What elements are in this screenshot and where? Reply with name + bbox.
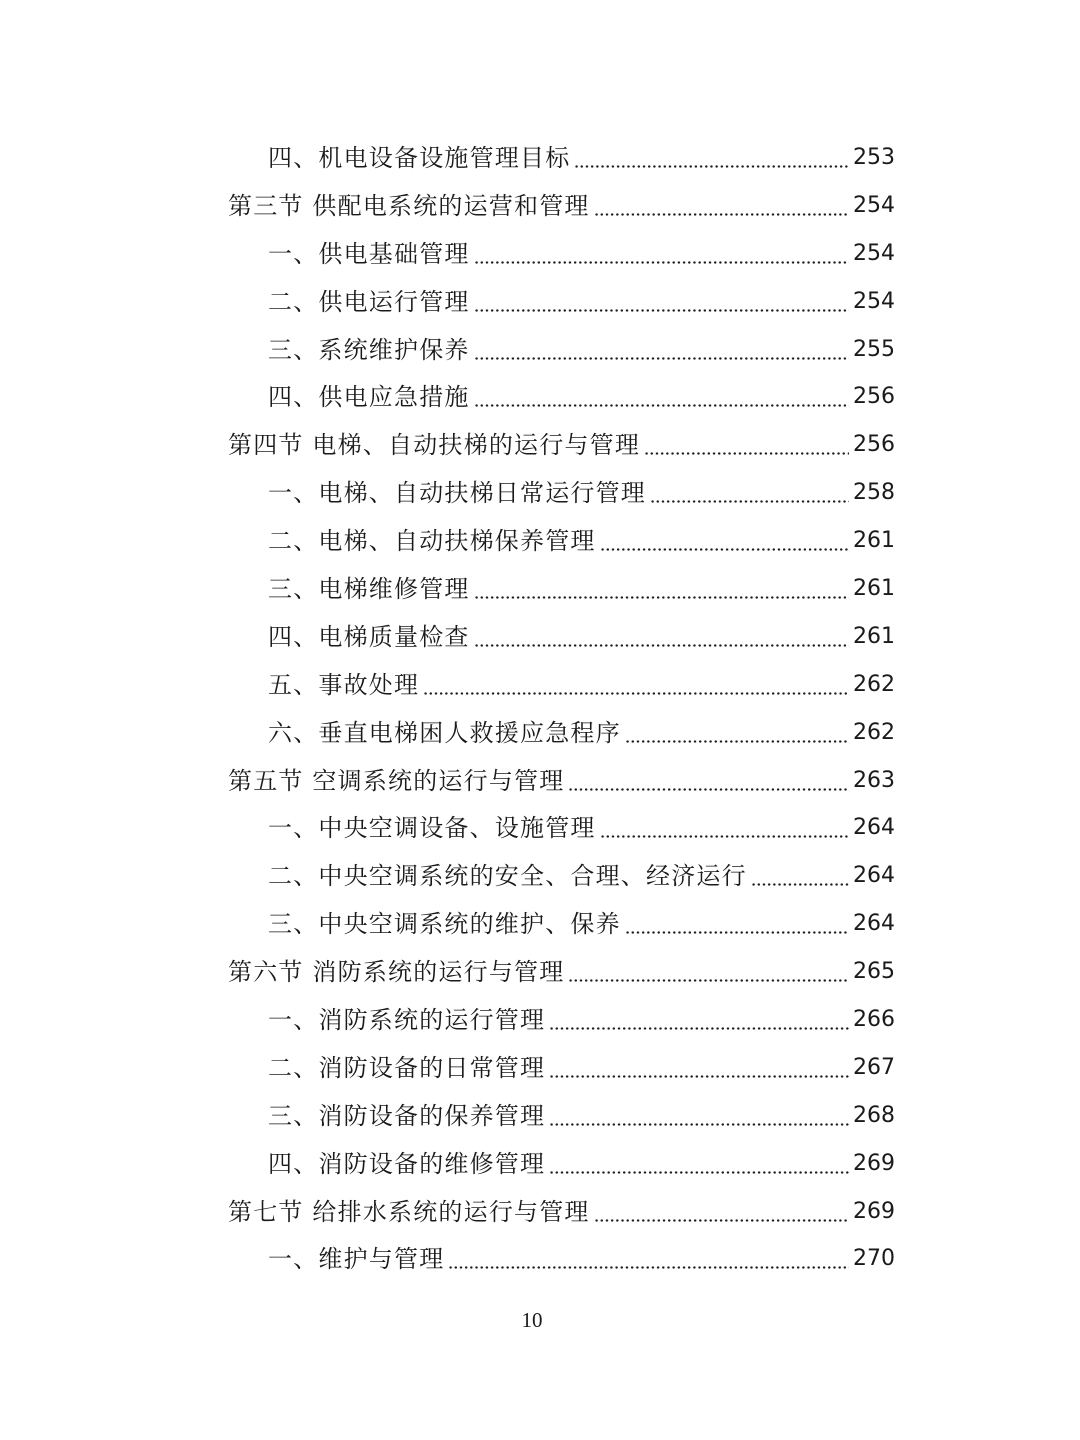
toc-entry-title: 三、系统维护保养	[268, 335, 470, 364]
toc-subsection-entry[interactable]	[0, 225, 1080, 273]
toc-entry-line	[268, 899, 895, 939]
toc-entry-page-number: 261	[853, 576, 895, 602]
toc-entry-title: 四、机电设备设施管理目标	[268, 144, 571, 172]
toc-entry-line	[268, 612, 895, 652]
toc-entry-page-number: 262	[853, 671, 895, 697]
toc-subsection-entry[interactable]	[0, 608, 1080, 656]
toc-entry-title: 二、供电运行管理	[268, 287, 470, 316]
toc-entry-title: 第四节 电梯、自动扶梯的运行与管理	[228, 431, 641, 460]
toc-entry-line	[228, 947, 895, 987]
toc-entry-title: 二、电梯、自动扶梯保养管理	[268, 527, 596, 556]
toc-entry-page-number: 263	[853, 767, 895, 793]
toc-dot-leader	[549, 1053, 849, 1083]
toc-entry-line	[268, 1091, 895, 1131]
toc-entry-title: 三、消防设备的保养管理	[268, 1101, 546, 1130]
toc-dot-leader	[625, 718, 849, 748]
toc-entry-line	[268, 277, 895, 317]
toc-dot-leader	[600, 813, 849, 843]
toc-entry-line	[268, 803, 895, 843]
toc-dot-leader	[423, 670, 849, 700]
toc-entry-page-number: 254	[853, 192, 895, 218]
toc-entry-page-number: 268	[853, 1102, 895, 1128]
page-number: 10	[521, 1308, 543, 1332]
toc-entry-line	[268, 1043, 895, 1083]
toc-section-entry[interactable]	[0, 1183, 1080, 1231]
toc-dot-leader	[644, 430, 849, 460]
toc-subsection-entry[interactable]	[0, 560, 1080, 608]
toc-dot-leader	[549, 1101, 849, 1131]
toc-entry-title: 二、中央空调系统的安全、合理、经济运行	[268, 862, 747, 891]
toc-entry-title: 一、中央空调设备、设施管理	[268, 814, 596, 843]
toc-entry-title: 三、中央空调系统的维护、保养	[268, 910, 621, 939]
toc-section-entry[interactable]	[0, 177, 1080, 225]
toc-entry-page-number: 270	[853, 1246, 895, 1272]
toc-dot-leader	[568, 766, 849, 796]
toc-subsection-entry[interactable]	[0, 129, 1080, 177]
toc-subsection-entry[interactable]	[0, 1087, 1080, 1135]
toc-dot-leader	[474, 622, 849, 652]
toc-entry-line	[268, 1234, 895, 1274]
toc-entry-title: 一、供电基础管理	[268, 239, 470, 268]
toc-dot-leader	[474, 239, 849, 269]
toc-dot-leader	[474, 335, 849, 365]
toc-entry-title: 第五节 空调系统的运行与管理	[228, 766, 565, 795]
toc-entry-page-number: 255	[853, 336, 895, 362]
toc-dot-leader	[474, 574, 849, 604]
toc-entry-line	[268, 325, 895, 365]
toc-entry-page-number: 266	[853, 1007, 895, 1033]
toc-entry-title: 第六节 消防系统的运行与管理	[228, 958, 565, 987]
toc-entry-line	[268, 133, 895, 173]
toc-subsection-entry[interactable]	[0, 704, 1080, 752]
table-of-contents	[0, 129, 1080, 1278]
toc-subsection-entry[interactable]	[0, 656, 1080, 704]
toc-subsection-entry[interactable]	[0, 273, 1080, 321]
toc-entry-line	[228, 756, 895, 796]
toc-entry-page-number: 254	[853, 240, 895, 266]
toc-entry-title: 四、电梯质量检查	[268, 622, 470, 651]
toc-dot-leader	[474, 287, 849, 317]
toc-entry-page-number: 261	[853, 623, 895, 649]
toc-entry-page-number: 264	[853, 863, 895, 889]
toc-dot-leader	[594, 191, 849, 221]
toc-subsection-entry[interactable]	[0, 1135, 1080, 1183]
toc-subsection-entry[interactable]	[0, 1039, 1080, 1087]
toc-entry-line	[268, 564, 895, 604]
toc-entry-title: 第七节 给排水系统的运行与管理	[228, 1197, 590, 1226]
toc-subsection-entry[interactable]	[0, 799, 1080, 847]
toc-dot-leader	[625, 909, 849, 939]
toc-entry-page-number: 269	[853, 1150, 895, 1176]
toc-entry-page-number: 256	[853, 432, 895, 458]
toc-entry-page-number: 261	[853, 528, 895, 554]
toc-entry-line	[268, 1139, 895, 1179]
toc-entry-line	[268, 516, 895, 556]
toc-subsection-entry[interactable]	[0, 991, 1080, 1039]
toc-entry-page-number: 264	[853, 815, 895, 841]
toc-dot-leader	[650, 478, 849, 508]
toc-dot-leader	[751, 861, 849, 891]
toc-entry-title: 第三节 供配电系统的运营和管理	[228, 191, 590, 220]
toc-dot-leader	[549, 1005, 849, 1035]
toc-entry-title: 一、维护与管理	[268, 1245, 445, 1274]
toc-dot-leader	[574, 143, 849, 173]
toc-entry-page-number: 262	[853, 719, 895, 745]
toc-dot-leader	[600, 526, 849, 556]
toc-subsection-entry[interactable]	[0, 1230, 1080, 1278]
toc-entry-line	[228, 420, 895, 460]
toc-entry-line	[268, 851, 895, 891]
toc-entry-line	[268, 708, 895, 748]
toc-dot-leader	[568, 957, 849, 987]
toc-dot-leader	[549, 1149, 849, 1179]
toc-entry-line	[268, 372, 895, 412]
toc-entry-line	[268, 660, 895, 700]
toc-entry-line	[228, 181, 895, 221]
toc-subsection-entry[interactable]	[0, 512, 1080, 560]
toc-subsection-entry[interactable]	[0, 895, 1080, 943]
toc-dot-leader	[594, 1197, 849, 1227]
toc-dot-leader	[448, 1244, 849, 1274]
toc-entry-title: 四、供电应急措施	[268, 383, 470, 412]
toc-entry-line	[268, 229, 895, 269]
toc-entry-line	[268, 468, 895, 508]
toc-entry-title: 二、消防设备的日常管理	[268, 1053, 546, 1082]
toc-entry-title: 一、消防系统的运行管理	[268, 1006, 546, 1035]
toc-entry-title: 四、消防设备的维修管理	[268, 1149, 546, 1178]
toc-entry-page-number: 267	[853, 1054, 895, 1080]
toc-entry-title: 一、电梯、自动扶梯日常运行管理	[268, 479, 646, 508]
toc-entry-title: 三、电梯维修管理	[268, 575, 470, 604]
toc-subsection-entry[interactable]	[0, 368, 1080, 416]
toc-entry-page-number: 265	[853, 959, 895, 985]
toc-entry-page-number: 254	[853, 288, 895, 314]
toc-entry-title: 五、事故处理	[268, 670, 420, 699]
toc-section-entry[interactable]	[0, 416, 1080, 464]
toc-entry-line	[268, 995, 895, 1035]
toc-section-entry[interactable]	[0, 752, 1080, 800]
toc-dot-leader	[474, 382, 849, 412]
toc-section-entry[interactable]	[0, 943, 1080, 991]
toc-subsection-entry[interactable]	[0, 464, 1080, 512]
toc-entry-page-number: 258	[853, 480, 895, 506]
toc-entry-line	[228, 1187, 895, 1227]
toc-entry-page-number: 264	[853, 911, 895, 937]
toc-entry-title: 六、垂直电梯困人救援应急程序	[268, 718, 621, 747]
toc-entry-page-number: 256	[853, 384, 895, 410]
toc-subsection-entry[interactable]	[0, 847, 1080, 895]
toc-entry-page-number: 253	[853, 145, 895, 170]
toc-subsection-entry[interactable]	[0, 321, 1080, 369]
toc-entry-page-number: 269	[853, 1198, 895, 1224]
